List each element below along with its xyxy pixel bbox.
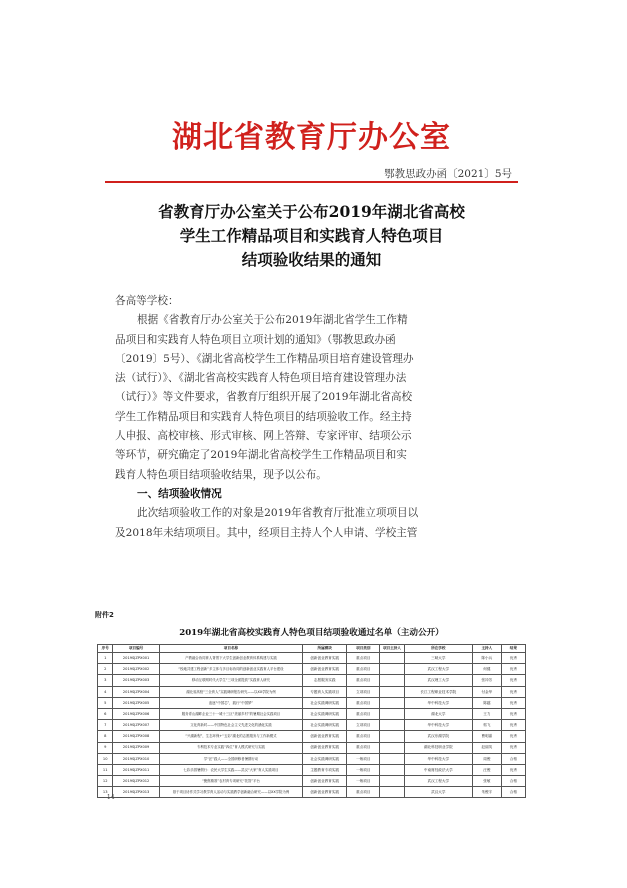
table-column-header: 主持人: [473, 645, 502, 653]
table-cell: 立项项目: [347, 686, 380, 697]
table-cell: 专题育人实践项目: [303, 686, 347, 697]
table-cell: 学“匠”践人——全国研修者暑期行动: [159, 753, 302, 764]
table-column-header: 结果: [501, 645, 525, 653]
body-line: 此次结项验收工作的对象是2019年省教育厅批准立项项目以: [137, 507, 419, 520]
table-cell: [380, 708, 404, 719]
table-cell: 2019SJZPX001: [113, 653, 159, 664]
table-cell: 重点项目: [347, 697, 380, 708]
body-line: （试行）》等文件要求，省教育厅组织开展了2019年湖北省高校: [115, 391, 413, 404]
table-cell: 产教融合协同育人背景下大学生创新创业教育体系构建与实践: [159, 653, 302, 664]
table-cell: 8: [98, 731, 113, 742]
table-row: [98, 664, 526, 675]
letterhead-title: 湖北省教育厅办公室: [172, 120, 451, 155]
table-cell: 重点项目: [347, 675, 380, 686]
body-line: 根据《省教育厅办公室关于公布2019年湖北省学生工作精: [137, 314, 408, 327]
table-column-header: 项目编号: [113, 645, 159, 653]
table-row: [98, 787, 526, 798]
table-cell: 创新创业教育实践: [303, 731, 347, 742]
notice-title-line: 省教育厅办公室关于公布2019年湖北省高校: [158, 202, 465, 221]
table-cell: 立项项目: [347, 720, 380, 731]
table-cell: 武汉工程大学: [404, 776, 472, 787]
table-cell: 湖北科技职业学院: [404, 742, 472, 753]
table-cell: 社会实践调研实践: [303, 753, 347, 764]
table-row: [98, 753, 526, 764]
table-cell: 创新创业教育实践: [303, 664, 347, 675]
table-cell: 2019SJZPX008: [113, 731, 159, 742]
table-cell: 优秀: [501, 708, 525, 719]
table-cell: 创新创业教育实践: [303, 776, 347, 787]
table-cell: [380, 697, 404, 708]
table-cell: 华中科技大学: [404, 697, 472, 708]
table-cell: 合格: [501, 787, 525, 798]
table-cell: 赵丽英: [473, 742, 502, 753]
table-cell: 武汉工程大学: [404, 664, 472, 675]
table-row: [98, 708, 526, 719]
table-cell: 优秀: [501, 764, 525, 775]
notice-letter: [93, 78, 530, 598]
table-cell: 13: [98, 787, 113, 798]
table-cell: 7: [98, 720, 113, 731]
table-cell: 重点项目: [347, 708, 380, 719]
table-cell: 2019SJZPX004: [113, 686, 159, 697]
document-number: 鄂教思政办函〔2021〕5号: [384, 168, 512, 180]
table-cell: 华中科技大学: [404, 753, 472, 764]
table-cell: 2019SJZPX002: [113, 664, 159, 675]
table-cell: [380, 720, 404, 731]
body-line: 及2018年未结项项目。其中，经项目主持人个人申请、学校主管: [115, 526, 418, 539]
table-cell: 2019SJZPX012: [113, 776, 159, 787]
table-cell: 社会实践调研实践: [303, 720, 347, 731]
table-cell: [380, 753, 404, 764]
table-cell: 武汉大学: [404, 787, 472, 798]
table-row: [98, 686, 526, 697]
notice-body: [115, 292, 507, 543]
table-cell: 2019SJZPX005: [113, 697, 159, 708]
table-cell: 中南财经政法大学: [404, 764, 472, 775]
table-cell: 合格: [501, 753, 525, 764]
table-row: [98, 764, 526, 775]
body-line: 品项目和实践育人特色项目立项计划的通知》（鄂教思政办函: [115, 333, 396, 346]
table-row: [98, 653, 526, 664]
table-cell: 1: [98, 653, 113, 664]
table-cell: 11: [98, 764, 113, 775]
body-line: 等环节，研究确定了2019年湖北省高校学生工作精品项目和实: [115, 449, 407, 462]
table-cell: 重点项目: [347, 664, 380, 675]
table-cell: 一般项目: [347, 776, 380, 787]
table-cell: [380, 776, 404, 787]
table-cell: 郭飞: [473, 720, 502, 731]
table-cell: 2: [98, 664, 113, 675]
table-cell: 优秀: [501, 675, 525, 686]
body-line: 法（试行）》、《湖北省高校实践育人特色项目培育建设管理办法: [115, 372, 407, 385]
table-cell: 创新创业教育实践: [303, 653, 347, 664]
table-column-header: 项目类别: [347, 645, 380, 653]
table-cell: 5: [98, 697, 113, 708]
results-table: [97, 644, 526, 798]
annex-page: [93, 608, 530, 803]
table-cell: 优秀: [501, 720, 525, 731]
table-cell: 重点项目: [347, 742, 380, 753]
table-cell: 主题教育专项实践: [303, 764, 347, 775]
table-cell: 基于项目协作式学习教学育人活动与实践教学创新融合研究——以XX学院为例: [159, 787, 302, 798]
table-cell: 曹明嘉: [473, 731, 502, 742]
table-cell: 张敏: [473, 776, 502, 787]
table-cell: 何健: [473, 664, 502, 675]
table-cell: 社会实践调研实践: [303, 708, 347, 719]
letterhead-red-rule: [105, 181, 518, 183]
table-column-header: 项目名称: [159, 645, 302, 653]
table-cell: [380, 653, 404, 664]
table-column-header: 所在学校: [404, 645, 472, 653]
table-cell: 汪俊: [473, 764, 502, 775]
table-cell: 华中科技大学: [404, 720, 472, 731]
table-cell: 2019SJZPX010: [113, 753, 159, 764]
table-cell: 一般项目: [347, 753, 380, 764]
table-cell: 专利技术专业实践“四位”育人模式研究与实践: [159, 742, 302, 753]
table-cell: 张冲芳: [473, 675, 502, 686]
table-cell: [380, 664, 404, 675]
table-cell: 2019SJZPX011: [113, 764, 159, 775]
table-column-header: 序号: [98, 645, 113, 653]
body-line: 人申报、高校审核、形式审核、网上答辩、专家评审、结项公示: [115, 430, 412, 443]
table-cell: 9: [98, 742, 113, 753]
notice-title-line: 结项验收结果的通知: [241, 250, 382, 269]
table-header-row: [98, 645, 526, 653]
table-cell: “聚焦精准”农村育专项研究“扶智”平台: [159, 776, 302, 787]
table-cell: “校地共建工程创新”多主体与多目标协同的创新创业实践育人平台建设: [159, 664, 302, 675]
notice-title-line: 学生工作精品项目和实践育人特色项目: [179, 226, 444, 245]
table-cell: 2019SJZPX007: [113, 720, 159, 731]
table-cell: 10: [98, 753, 113, 764]
table-cell: 创新创业教育实践: [303, 787, 347, 798]
table-column-header: 项目主持人: [380, 645, 404, 653]
table-cell: 三峡大学: [404, 653, 472, 664]
table-cell: 湖北省高校“三全育人”实践调研报告研究——以XX学院为例: [159, 686, 302, 697]
table-cell: 陈越: [473, 697, 502, 708]
table-cell: 合格: [501, 776, 525, 787]
table-cell: 王力: [473, 708, 502, 719]
table-cell: 重点项目: [347, 787, 380, 798]
table-cell: [380, 764, 404, 775]
table-row: [98, 776, 526, 787]
table-cell: 周俊: [473, 753, 502, 764]
page-number: — 14 —: [99, 794, 123, 801]
table-cell: 2019SJZPX006: [113, 708, 159, 719]
table-cell: 优秀: [501, 664, 525, 675]
salutation: 各高等学校：: [115, 295, 179, 307]
table-cell: 4: [98, 686, 113, 697]
table-cell: 朱俊宇: [473, 787, 502, 798]
table-cell: [380, 731, 404, 742]
table-cell: 追逐“中国芯”，践行“中国梦”: [159, 697, 302, 708]
table-cell: 3: [98, 675, 113, 686]
table-cell: 优秀: [501, 731, 525, 742]
table-cell: 志愿服务实践: [303, 675, 347, 686]
table-row: [98, 675, 526, 686]
table-cell: 武汉东湖学院: [404, 731, 472, 742]
body-line: 践育人特色项目结项验收结果，现予以公布。: [115, 468, 327, 481]
table-cell: 12: [98, 776, 113, 787]
table-cell: 陈小兵: [473, 653, 502, 664]
table-cell: 重点项目: [347, 731, 380, 742]
annex-title: 2019年湖北省高校实践育人特色项目结项验收通过名单（主动公开）: [179, 628, 444, 638]
table-cell: 付金华: [473, 686, 502, 697]
table-cell: 优秀: [501, 653, 525, 664]
table-cell: 2019SJZPX003: [113, 675, 159, 686]
table-body: [98, 653, 526, 798]
table-row: [98, 731, 526, 742]
body-line: 〔2019〕5号）、《湖北省高校学生工作精品项目培育建设管理办: [115, 352, 414, 365]
table-cell: 社会实践调研实践: [303, 697, 347, 708]
notice-title: [93, 200, 530, 272]
table-cell: 2019SJZPX009: [113, 742, 159, 753]
annex-label: 附件2: [95, 611, 114, 619]
table-cell: 武汉理工大学: [404, 675, 472, 686]
table-cell: 移动互联网时代大学生“三项全面提质”实践育人研究: [159, 675, 302, 686]
table-row: [98, 697, 526, 708]
table-cell: [380, 787, 404, 798]
table-cell: 优秀: [501, 686, 525, 697]
table-cell: 2019SJZPX013: [113, 787, 159, 798]
table-cell: 创新创业教育实践: [303, 742, 347, 753]
table-cell: “兴湖新程”，生态环保+“五彩”湖北的志愿服务与工作新模式: [159, 731, 302, 742]
table-cell: 6: [98, 708, 113, 719]
table-cell: [380, 686, 404, 697]
table-row: [98, 720, 526, 731]
table-cell: [380, 742, 404, 753]
table-cell: 重点项目: [347, 653, 380, 664]
table-cell: 长江工程职业技术学院: [404, 686, 472, 697]
table-cell: [380, 675, 404, 686]
table-cell: 一般项目: [347, 764, 380, 775]
body-line: 学生工作精品项目和实践育人特色项目的结项验收工作。经主持: [115, 410, 412, 423]
table-row: [98, 742, 526, 753]
table-column-header: 所属模块: [303, 645, 347, 653]
table-cell: 优秀: [501, 697, 525, 708]
table-cell: 文化育新时——中国特色社会主义先进文化的涵化实践: [159, 720, 302, 731]
table-cell: 湖北大学: [404, 708, 472, 719]
table-cell: 七彩乐园暑假行：农民大学生实践——武汉“大家”育人实践项目: [159, 764, 302, 775]
table-cell: 服务青山湖畔企业三十一城十三区“美丽乡村”的暑期社会实践项目: [159, 708, 302, 719]
table-cell: 优秀: [501, 742, 525, 753]
section-heading: 一、结项验收情况: [137, 487, 222, 500]
